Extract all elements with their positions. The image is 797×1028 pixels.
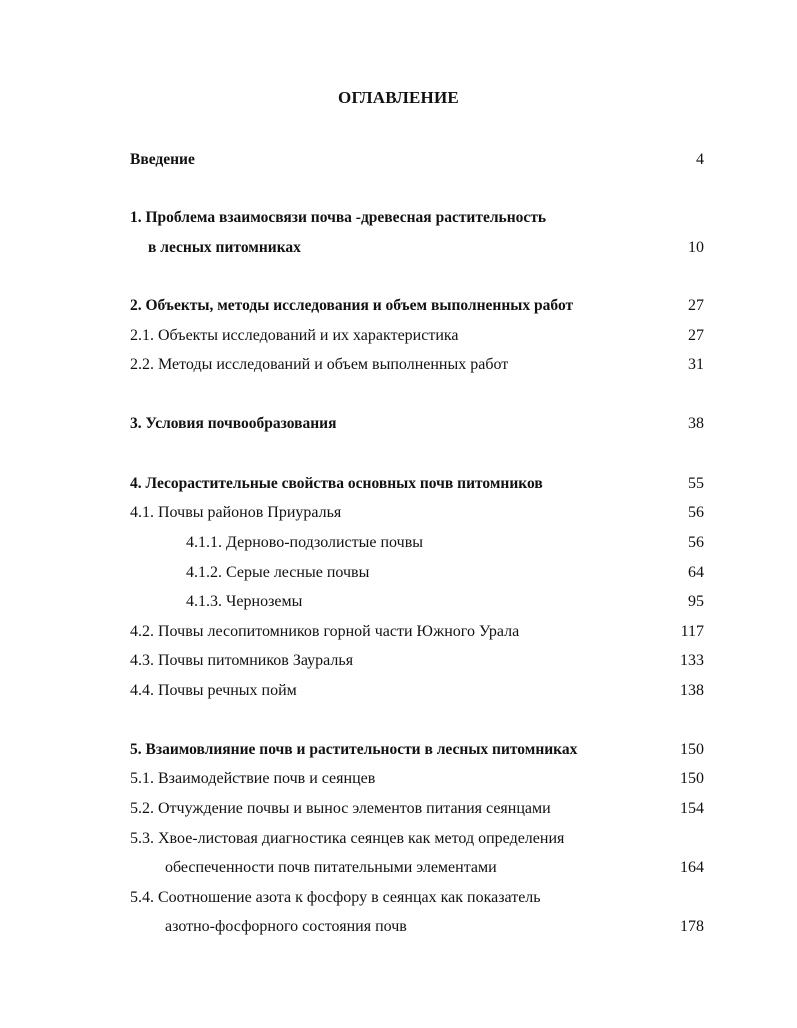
toc-entry-label: 2.1. Объекты исследований и их характеристика: [130, 327, 459, 344]
toc-entry-chapter-5[interactable]: [0, 738, 797, 762]
toc-entry-label: 2. Объекты, методы исследования и объем выполненных работ: [130, 297, 574, 314]
toc-entry-section-4-1[interactable]: [0, 501, 797, 525]
toc-entry-section-5-4-cont[interactable]: [0, 915, 797, 939]
toc-entry-page: 64: [688, 564, 704, 581]
toc-entry-section-4-3[interactable]: [0, 649, 797, 673]
toc-entry-page: 117: [680, 623, 704, 640]
toc-entry-page: 31: [688, 356, 704, 373]
toc-entry-label: в лесных питомниках: [148, 239, 301, 256]
toc-entry-page: 27: [688, 327, 704, 344]
toc-entry-page: 178: [680, 918, 704, 935]
toc-entry-section-4-1-2[interactable]: [0, 561, 797, 585]
toc-entry-label: 4.1.3. Черноземы: [186, 593, 303, 610]
toc-entry-label: 5. Взаимовлияние почв и растительности в лесных питомниках: [130, 741, 578, 758]
toc-entry-page: 27: [688, 297, 704, 314]
toc-entry-label: 4.1.1. Дерново-подзолистые почвы: [186, 534, 423, 551]
toc-entry-section-4-1-1[interactable]: [0, 531, 797, 555]
toc-entry-label: азотно-фосфорного состояния почв: [165, 918, 407, 935]
toc-entry-chapter-2[interactable]: [0, 294, 797, 318]
toc-entry-page: 56: [688, 534, 704, 551]
toc-entry-label: 4.2. Почвы лесопитомников горной части Южного Урала: [130, 623, 520, 640]
toc-entry-page: 10: [688, 239, 704, 256]
page-title: ОГЛАВЛЕНИЕ: [338, 88, 459, 107]
toc-entry-page: 138: [680, 682, 704, 699]
toc-entry-page: 150: [680, 741, 704, 758]
toc-entry-label: 5.2. Отчуждение почвы и вынос элементов питания сеянцами: [130, 800, 551, 817]
toc-entry-page: 133: [680, 652, 704, 669]
toc-entry-page: 55: [688, 475, 704, 492]
toc-entry-label: 1. Проблема взаимосвязи почва -древесная растительность: [130, 209, 547, 226]
toc-entry-section-5-3-cont[interactable]: [0, 856, 797, 880]
toc-entry-section-5-1[interactable]: [0, 767, 797, 791]
toc-entry-section-2-1[interactable]: [0, 324, 797, 348]
toc-entry-label: 4.3. Почвы питомников Зауралья: [130, 652, 354, 669]
toc-entry-page: 38: [688, 415, 704, 432]
toc-entry-section-5-2[interactable]: [0, 797, 797, 821]
toc-entry-page: 154: [680, 800, 704, 817]
toc-entry-label: 4.1.2. Серые лесные почвы: [186, 564, 370, 581]
toc-entry-section-5-4[interactable]: [0, 886, 797, 910]
toc-entry-chapter-1[interactable]: [0, 206, 797, 230]
toc-entry-label: 5.1. Взаимодействие почв и сеянцев: [130, 770, 376, 787]
toc-entry-page: 150: [680, 770, 704, 787]
toc-entry-label: 4. Лесорастительные свойства основных почв питомников: [130, 475, 543, 492]
toc-entry-label: 4.1. Почвы районов Приуралья: [130, 504, 342, 521]
toc-entry-label: 4.4. Почвы речных пойм: [130, 682, 297, 699]
toc-entry-chapter-1-cont[interactable]: [0, 236, 797, 260]
toc-entry-section-5-3[interactable]: [0, 827, 797, 851]
toc-entry-section-2-2[interactable]: [0, 353, 797, 377]
toc-entry-chapter-3[interactable]: [0, 412, 797, 436]
toc-entry-page: 4: [696, 151, 704, 168]
toc-entry-label: 5.4. Соотношение азота к фосфору в сеянцах как показатель: [130, 889, 541, 906]
toc-entry-page: 95: [688, 593, 704, 610]
toc-entry-label: 5.3. Хвое-листовая диагностика сеянцев как метод определения: [130, 830, 565, 847]
toc-entry-page: 56: [688, 504, 704, 521]
toc-entry-chapter-4[interactable]: [0, 472, 797, 496]
toc-entry-introduction[interactable]: [0, 148, 797, 172]
toc-entry-section-4-2[interactable]: [0, 620, 797, 644]
toc-entry-label: 3. Условия почвообразования: [130, 415, 337, 432]
toc-entry-label: 2.2. Методы исследований и объем выполненных работ: [130, 356, 509, 373]
toc-entry-page: 164: [680, 859, 704, 876]
toc-entry-label: Введение: [130, 151, 195, 168]
toc-entry-section-4-1-3[interactable]: [0, 590, 797, 614]
toc-entry-section-4-4[interactable]: [0, 679, 797, 703]
toc-entry-label: обеспеченности почв питательными элементами: [165, 859, 497, 876]
